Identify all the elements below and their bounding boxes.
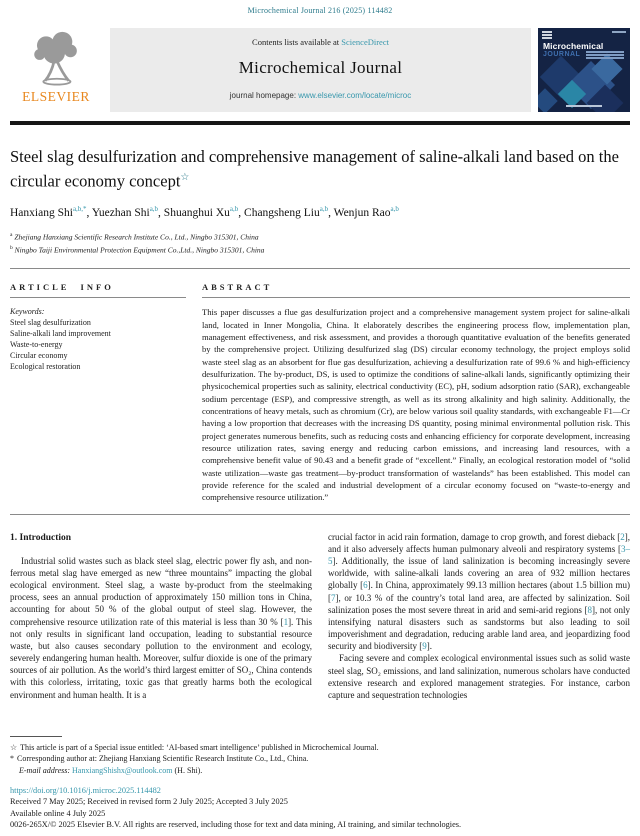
author-affiliation-sup: a,b <box>149 205 159 214</box>
article-info-column <box>10 273 202 504</box>
special-issue-star[interactable]: ☆ <box>180 172 190 183</box>
intro-left-column <box>10 531 320 701</box>
intro-right-column <box>320 531 630 701</box>
intro-paragraph: crucial factor in acid rain formation, damage to crop growth, and forest dieback [2], and it also adversely affects human pulmonary alveoli and respiratory systems [3–5]. Additionally, the issue of land salinization is becoming increasingly severe worldwide, with saline-alkali lands covering an area of 932 million hectares globally [6]. In China, approximately 99.13 million hectares (about 1.5 billion mu) [7], or 10.3 % of the country’s total land area, are affected by salinization. Soil salinization poses the most severe threat in arid and semi-arid regions [8], not only intensifying natural disasters such as sandstorms but also leading to soil impoverishment and degradation, reducing arable land area, and jeopardizing food security and biodiversity [9]. <box>328 531 630 652</box>
doi-link[interactable]: https://doi.org/10.1016/j.microc.2025.114482 <box>10 785 161 795</box>
affiliation: $^b$ Ningbo Taiji Environmental Protection Equipment Co.,Ltd., Ningbo 315301, China <box>10 245 265 255</box>
page-footer-block <box>10 736 630 831</box>
author[interactable]: Shuanghui Xu$^{a,b}$ , <box>164 207 244 219</box>
journal-homepage-link[interactable]: www.elsevier.com/locate/microc <box>298 91 412 100</box>
article-info-heading-rule <box>10 297 186 298</box>
author-affiliation-sup: a,b <box>319 205 329 214</box>
author-affiliation-sup: a,b,* <box>72 205 87 214</box>
email-link[interactable]: HanxiangShishx@outlook.com <box>72 765 173 775</box>
abstract-heading: ABSTRACT <box>202 282 273 293</box>
citation-ref-1[interactable]: 1 <box>283 616 289 627</box>
journal-citation: Microchemical Journal 216 (2025) 114482 <box>247 6 393 15</box>
cover-publisher-mark <box>542 31 552 40</box>
author[interactable]: Hanxiang Shi$^{a,b,*}$ , <box>10 207 92 219</box>
elsevier-logo[interactable] <box>10 28 102 112</box>
contents-line: Contents lists available at ScienceDirect <box>252 37 389 47</box>
keyword: Circular economy <box>10 351 68 361</box>
header-divider <box>10 121 630 125</box>
cover-footer-text <box>566 105 602 107</box>
journal-name: Microchemical Journal <box>238 58 403 77</box>
author[interactable]: Wenjun Rao$^{a,b}$ <box>333 205 399 220</box>
homepage-line: journal homepage: www.elsevier.com/locate/microc <box>229 91 412 100</box>
journal-header <box>10 28 630 112</box>
citation-ref-6[interactable]: 6 <box>363 580 368 591</box>
intro-paragraph: Industrial solid wastes such as black steel slag, electric power fly ash, and non-ferrous metal slag have emerged as new “three mountains” impacting the global ecological environment. Steel slag, a waste by-product from the steelmaking process, sees an annual production of approximately 150 million tons in China, accounting for about 50 % of the global output of steel slag. However, the comprehensive resource utilization rate of this material is less than 30 % [1]. This not only results in significant land occupation, leading to substantial resource waste, but also causes secondary pollution to the environment and ecology, severely endangering human health. Moreover, sulfur dioxide is one of the primary sources of air pollution. As the world’s third largest emitter of SO₂, China contends with this colorless, irritating, toxic gas that greatly harms both the ecological environment and human health. It is a <box>10 555 312 700</box>
cover-issue-text <box>612 31 626 33</box>
journal-cover-thumbnail[interactable] <box>538 28 630 112</box>
introduction-section <box>10 531 630 701</box>
sciencedirect-link[interactable]: ScienceDirect <box>341 37 389 47</box>
available-online-date: Available online 4 July 2025 <box>10 808 106 818</box>
abstract-text: This paper discusses a flue gas desulfurization project and a comprehensive management system project for saline-alkali land, located in Inner Mongolia, China. It elaborately describes the engineering process flow, implementation plan, management effectiveness, and risk assessment, and provides a thorough quantitative evaluation of the benefits generated by the comprehensive project. Utilizing desulfurized slag (DS) circular economy technology, the project employs solid waste steel slag as an absorbent for flue gas desulfurization, achieving a desulfurization rate of 99.6 % and high-efficiency desulfurization. The by-product, DS, is used to optimize the conditions of saline-alkali lands, significantly optimizing their physicochemical properties such as salinity, electrical conductivity (EC), pH, sodium adsorption ratio (SAR), exchangeable sodium percentage (ESP), and compressive strength, as well as its strong alkalinity and high salinity. Additionally, the concentrations of heavy metals, such as chromium (Cr), are below various soil quality standards, with exchangeable F1—Cr having a low proportion that decreases with the increasing DS quantity, posing minimal environmental pollution risk. This project generates numerous benefits, such as reducing costs and enhancing efficiency for corporate development, increasing resource utilization rates, saving energy and reducing carbon emissions, and increasing land resources, with a comprehensive benefit value of 90.43 and a benefit grade of “excellent.” Finally, an ecological restoration model of “solid waste utilization—waste gas treatment—by-product transformation of wastelands” has been established. This model can provide reference for the scaled and industrial development of a circular economy focused on “waste-to-energy and comprehensive resource utilization.” <box>202 307 630 503</box>
abstract-heading-rule <box>202 297 630 298</box>
issn-copyright: 0026-265X/© 2025 Elsevier B.V. All rights are reserved, including those for text and data mining, AI training, and similar technologies. <box>10 820 462 830</box>
section-divider-top <box>10 268 630 269</box>
author[interactable]: Changsheng Liu$^{a,b}$ , <box>244 207 334 219</box>
citation-ref-3-5[interactable]: 3–5 <box>328 543 630 567</box>
received-dates: Received 7 May 2025; Received in revised form 2 July 2025; Accepted 3 July 2025 <box>10 797 288 807</box>
affiliation: $^a$ Zhejiang Hanxiang Scientific Research Institute Co., Ltd., Ningbo 315301, China <box>10 232 259 242</box>
article-info-heading: ARTICLE INFO <box>10 282 114 293</box>
footnote-rule <box>10 736 62 737</box>
footnote-corresponding-author: * Corresponding author at: Zhejiang Hanxiang Scientific Research Institute Co., Ltd., China. <box>10 754 309 764</box>
keyword: Ecological restoration <box>10 362 81 372</box>
footnote-star-marker: ☆ <box>10 743 18 752</box>
keyword: Saline-alkali land improvement <box>10 329 111 339</box>
footnote-asterisk-marker: * <box>10 754 14 764</box>
article-meta-footer <box>10 785 630 831</box>
elsevier-wordmark: ELSEVIER <box>22 89 90 104</box>
keyword: Waste-to-energy <box>10 340 63 350</box>
citation-ref-9[interactable]: 9 <box>422 641 427 652</box>
author-affiliation-sup: a,b <box>229 205 239 214</box>
journal-masthead <box>110 28 531 112</box>
footnote-special-issue: ☆ This article is part of a Special issue entitled: ‘AI-based smart intelligence’ published in Microchemical Journal. <box>10 743 379 752</box>
author-list <box>10 206 630 220</box>
author-affiliation-sup: a,b <box>390 205 399 214</box>
citation-ref-2[interactable]: 2 <box>620 531 625 542</box>
article-title: Steel slag desulfurization and comprehensive management of saline-alkali land based on the circular economy concept☆ <box>10 147 619 191</box>
elsevier-tree-icon <box>27 30 85 88</box>
author[interactable]: Yuezhan Shi$^{a,b}$ , <box>92 207 164 219</box>
footnote-email: E-mail address: HanxiangShishx@outlook.com (H. Shi). <box>19 765 203 775</box>
abstract-column <box>202 273 630 504</box>
keyword: Steel slag desulfurization <box>10 318 91 328</box>
citation-ref-7[interactable]: 7 <box>331 592 336 603</box>
section-divider-bottom <box>10 514 630 515</box>
introduction-heading: 1. Introduction <box>10 532 72 543</box>
citation-ref-8[interactable]: 8 <box>587 604 593 615</box>
affiliation-list <box>10 230 630 256</box>
info-abstract-section <box>10 273 630 504</box>
cover-subnote <box>586 51 624 60</box>
intro-paragraph: Facing severe and complex ecological environmental issues such as solid waste steel slag, SO₂ emissions, and land salinization, numerous scholars have conducted extensive research and explored management strategies. For instance, carbon capture and sequestration technologies <box>328 653 630 700</box>
cover-journal-title: Microchemical <box>543 41 604 51</box>
cover-journal-subtitle: JOURNAL <box>543 51 581 58</box>
keywords-label: Keywords: <box>10 307 45 317</box>
